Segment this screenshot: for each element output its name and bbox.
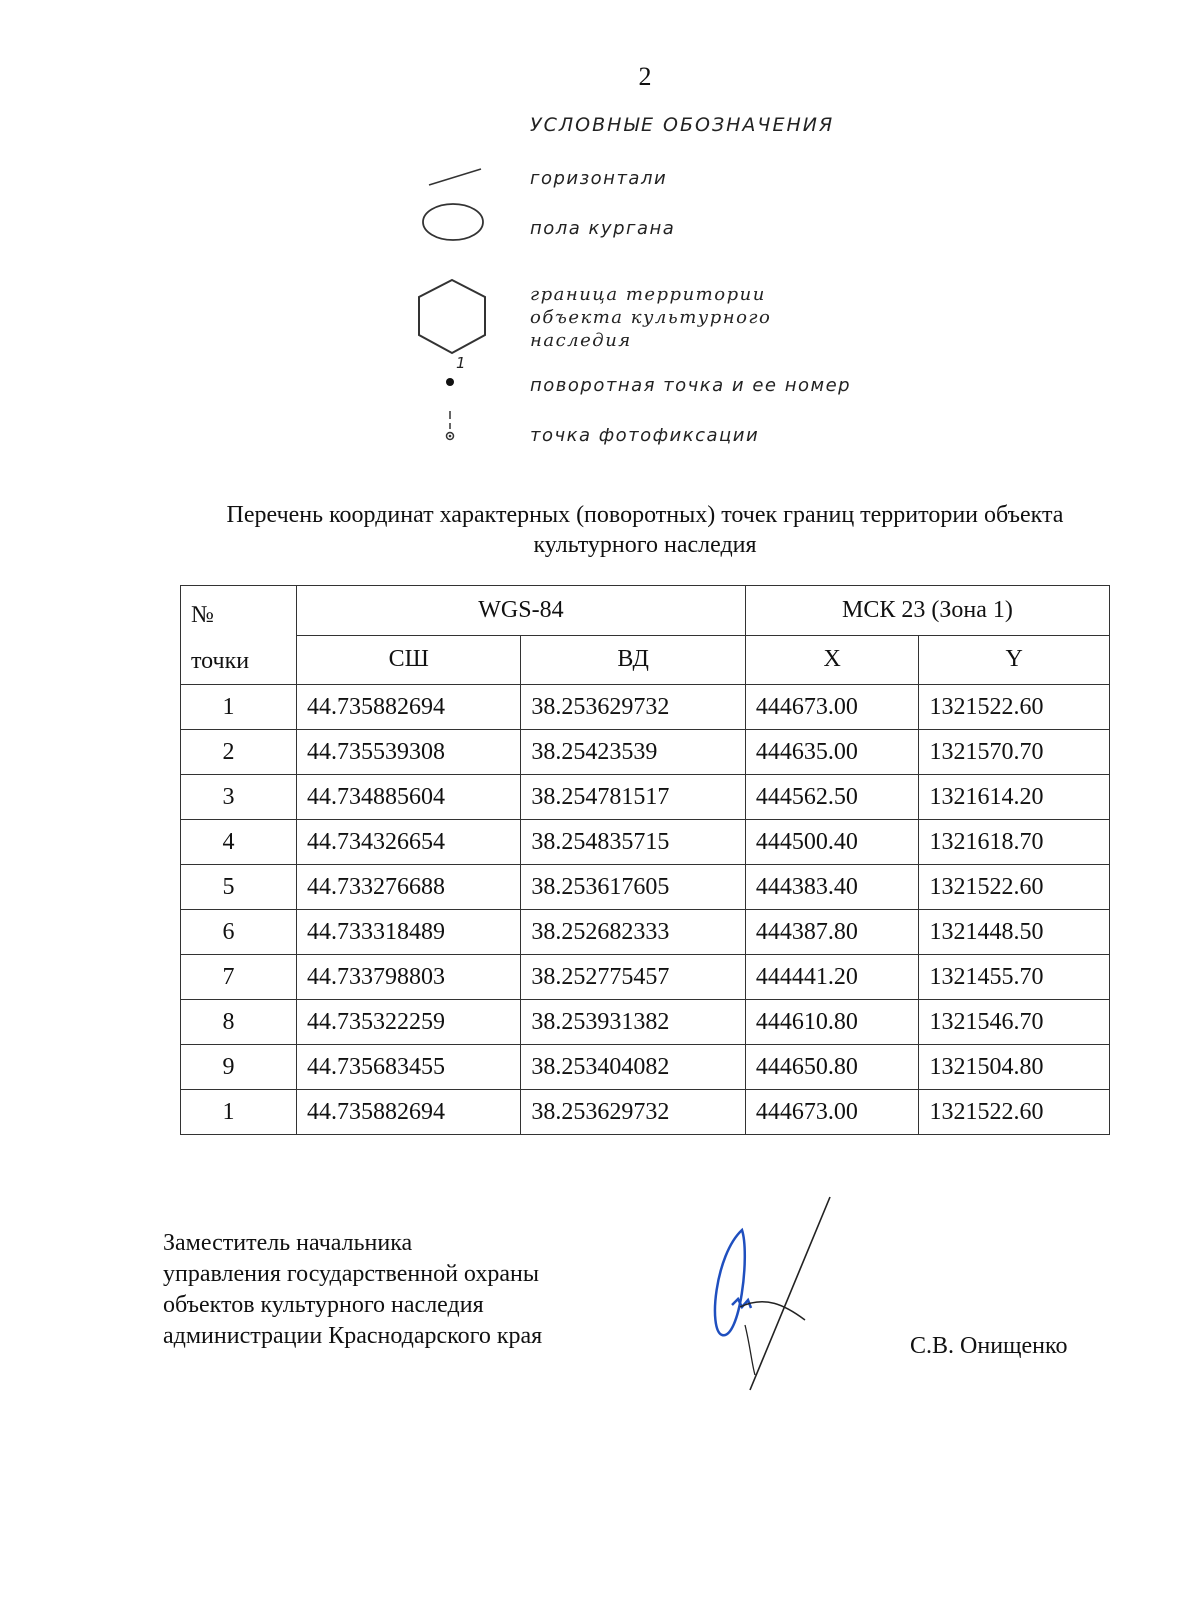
- point-number-header-line2: точки: [191, 648, 250, 674]
- signer-name: С.В. Онищенко: [910, 1333, 1068, 1359]
- signer-line: администрации Краснодарского края: [163, 1323, 543, 1349]
- latitude-cell: 44.735683455: [297, 1045, 521, 1090]
- point-number-cell: 1: [181, 1090, 297, 1135]
- table-row: [181, 910, 1110, 955]
- legend-label-contour: горизонтали: [530, 168, 668, 189]
- latitude-cell: 44.734326654: [297, 820, 521, 865]
- y-cell: 1321614.20: [919, 775, 1110, 820]
- x-header: X: [745, 635, 919, 685]
- longitude-cell: 38.253629732: [521, 685, 745, 730]
- y-header: Y: [919, 635, 1110, 685]
- wgs84-group-header: WGS-84: [297, 586, 746, 636]
- y-cell: 1321522.60: [919, 685, 1110, 730]
- longitude-cell: 38.253629732: [521, 1090, 745, 1135]
- document-title: Перечень координат характерных (поворотных) точек границ территории объекта культурного наследия: [226, 502, 1064, 558]
- table-row: [181, 730, 1110, 775]
- table-row: [181, 865, 1110, 910]
- table-row: [181, 1090, 1110, 1135]
- x-cell: 444610.80: [745, 1000, 919, 1045]
- point-number-cell: 6: [181, 910, 297, 955]
- photo-point-icon: [440, 409, 460, 449]
- legend-label-turning-point: поворотная точка и ее номер: [530, 375, 852, 396]
- legend-label-photo-point: точка фотофиксации: [530, 425, 760, 446]
- ellipse-icon: [418, 199, 488, 245]
- y-cell: 1321546.70: [919, 1000, 1110, 1045]
- latitude-cell: 44.735539308: [297, 730, 521, 775]
- longitude-cell: 38.253931382: [521, 1000, 745, 1045]
- latitude-header: СШ: [297, 635, 521, 685]
- y-cell: 1321618.70: [919, 820, 1110, 865]
- handwritten-signature: [710, 1195, 850, 1395]
- longitude-cell: 38.254835715: [521, 820, 745, 865]
- table-row: [181, 775, 1110, 820]
- x-cell: 444383.40: [745, 865, 919, 910]
- y-cell: 1321504.80: [919, 1045, 1110, 1090]
- latitude-cell: 44.735882694: [297, 1090, 521, 1135]
- latitude-cell: 44.735882694: [297, 685, 521, 730]
- signer-line: объектов культурного наследия: [163, 1292, 484, 1318]
- longitude-header: ВД: [521, 635, 745, 685]
- longitude-cell: 38.253617605: [521, 865, 745, 910]
- longitude-cell: 38.252775457: [521, 955, 745, 1000]
- legend-label-mound: пола кургана: [530, 218, 676, 239]
- x-cell: 444387.80: [745, 910, 919, 955]
- point-number-cell: 8: [181, 1000, 297, 1045]
- point-number-cell: 5: [181, 865, 297, 910]
- point-number-cell: 2: [181, 730, 297, 775]
- y-cell: 1321522.60: [919, 1090, 1110, 1135]
- point-number-cell: 3: [181, 775, 297, 820]
- signer-title: [163, 1228, 542, 1352]
- signer-line: управления государственной охраны: [163, 1261, 539, 1287]
- point-marker-label: 1: [456, 354, 468, 372]
- y-cell: 1321570.70: [919, 730, 1110, 775]
- longitude-cell: 38.252682333: [521, 910, 745, 955]
- x-cell: 444650.80: [745, 1045, 919, 1090]
- y-cell: 1321522.60: [919, 865, 1110, 910]
- latitude-cell: 44.733798803: [297, 955, 521, 1000]
- latitude-cell: 44.735322259: [297, 1000, 521, 1045]
- table-row: [181, 1045, 1110, 1090]
- x-cell: 444562.50: [745, 775, 919, 820]
- signer-line: Заместитель начальника: [163, 1230, 413, 1256]
- coordinates-table: [180, 585, 1110, 1135]
- x-cell: 444673.00: [745, 1090, 919, 1135]
- point-number-cell: 9: [181, 1045, 297, 1090]
- point-number-header-line1: №: [191, 602, 214, 628]
- y-cell: 1321448.50: [919, 910, 1110, 955]
- point-number-cell: 4: [181, 820, 297, 865]
- latitude-cell: 44.733318489: [297, 910, 521, 955]
- hexagon-icon: [414, 276, 490, 358]
- page-number: 2: [638, 62, 652, 91]
- legend-title: УСЛОВНЫЕ ОБОЗНАЧЕНИЯ: [530, 114, 835, 136]
- longitude-cell: 38.254781517: [521, 775, 745, 820]
- latitude-cell: 44.734885604: [297, 775, 521, 820]
- point-number-cell: 1: [181, 685, 297, 730]
- x-cell: 444441.20: [745, 955, 919, 1000]
- msk23-group-header: МСК 23 (Зона 1): [745, 586, 1109, 636]
- y-cell: 1321455.70: [919, 955, 1110, 1000]
- table-row: [181, 820, 1110, 865]
- point-number-cell: 7: [181, 955, 297, 1000]
- legend-label-boundary: граница территории объекта культурного наследия: [530, 284, 772, 351]
- point-number-header: [181, 586, 297, 685]
- table-row: [181, 1000, 1110, 1045]
- x-cell: 444500.40: [745, 820, 919, 865]
- longitude-cell: 38.253404082: [521, 1045, 745, 1090]
- contour-line-icon: [425, 165, 485, 189]
- x-cell: 444673.00: [745, 685, 919, 730]
- table-row: [181, 685, 1110, 730]
- table-row: [181, 955, 1110, 1000]
- latitude-cell: 44.733276688: [297, 865, 521, 910]
- x-cell: 444635.00: [745, 730, 919, 775]
- longitude-cell: 38.25423539: [521, 730, 745, 775]
